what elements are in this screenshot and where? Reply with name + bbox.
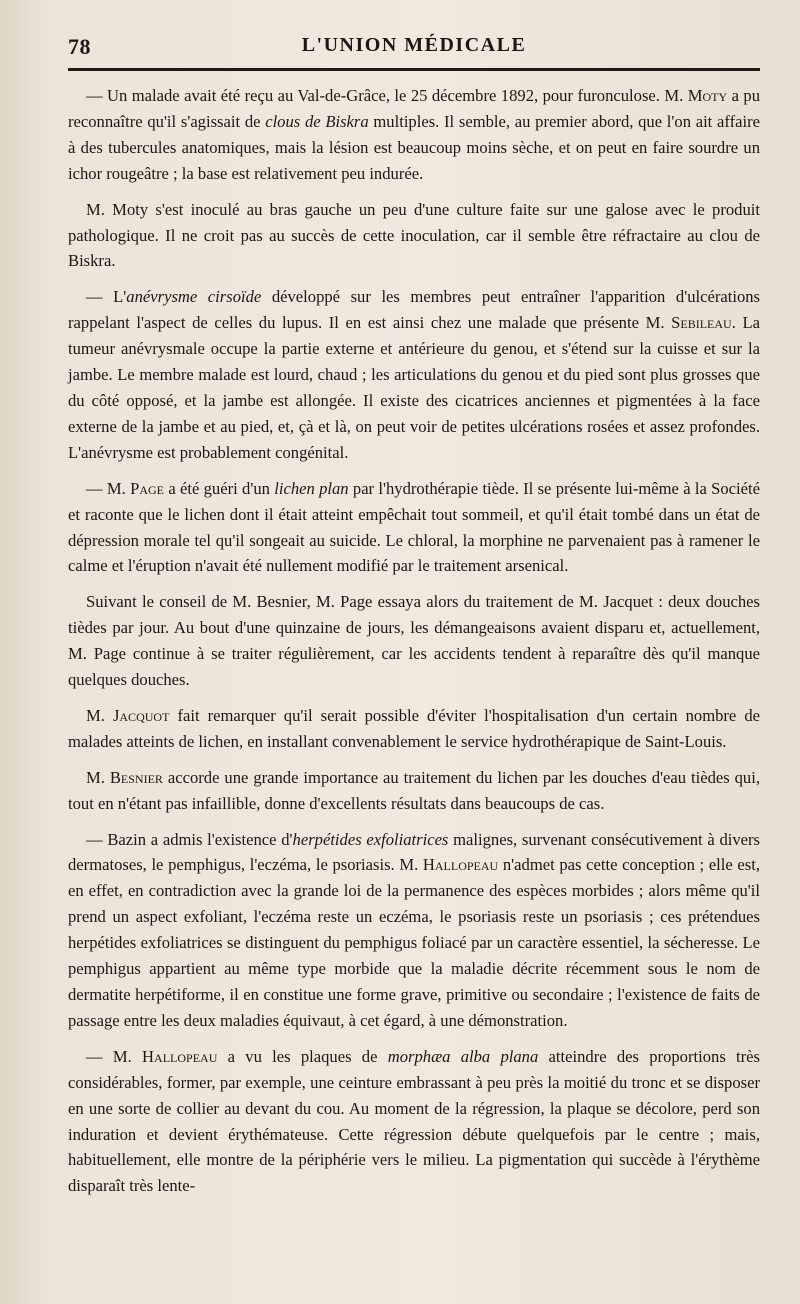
italic-term: lichen plan	[274, 478, 349, 498]
author-name: Hallopeau	[422, 855, 499, 875]
text-run: M.	[86, 705, 113, 725]
page-number: 78	[68, 34, 91, 59]
text-run: Suivant le conseil de M. Besnier, M. Page essaya alors du traitement de M. Jacquet : deux douches tièdes par jour. Au bout d'une quinzaine de jours, les démangeaisons avaient disparu et, actuellement, M. Page continue à se traiter régulièrement, car les accidents tendent à reparaître dès qu'il manque quelques douches.	[68, 592, 760, 690]
text-run: — Un malade avait été reçu au Val-de-Grâce, le 25 décembre 1892, pour furonculose. M.	[86, 86, 688, 105]
author-name: Jacquot	[112, 705, 170, 725]
text-run: a été guéri d'un	[164, 478, 275, 498]
paragraph	[68, 589, 760, 693]
text-run: — M.	[86, 1046, 143, 1066]
italic-term: herpétides exfoliatrices	[292, 829, 449, 849]
running-head: L'UNION MÉDICALE	[301, 34, 527, 56]
paragraph	[68, 703, 760, 755]
text-run: atteindre des proportions très considérables, former, par exemple, une ceinture embrassant à peu près la moitié du tronc et se disposer en une sorte de collier au devant du cou. Au moment de la régression, la plaque se décolore, perd son induration et devient érythémateuse. Cette régression débute quelquefois par le centre ; mais, habituellement, elle montre de la périphérie vers le milieu. La pigmentation qui succède à l'érythème disparaît très lente-	[68, 1046, 761, 1196]
italic-term: morphæa alba plana	[387, 1046, 539, 1066]
text-run: — L'	[86, 287, 127, 307]
paragraph	[68, 197, 760, 275]
paragraph	[68, 1044, 760, 1199]
text-run: — Bazin a admis l'existence d'	[86, 829, 293, 849]
text-run: — M.	[86, 478, 131, 498]
text-run: malignes, survenant consécutivement à divers dermatoses, le pemphigus, l'eczéma, le psoriasis. M.	[68, 829, 760, 875]
paragraph	[68, 284, 760, 465]
page-header	[68, 22, 760, 66]
author-name: Moty	[687, 86, 728, 105]
author-name: Page	[130, 478, 165, 498]
author-name: Hallopeau	[142, 1046, 218, 1066]
paragraph	[68, 476, 760, 580]
text-run: M.	[86, 767, 110, 787]
header-rule	[68, 68, 760, 71]
text-run: M. Moty s'est inoculé au bras gauche un peu d'une culture faite sur une galose avec le produit pathologique. Il ne croit pas au succès de cette inoculation, car il semble être réfractaire au clou de Biskra.	[68, 199, 760, 271]
author-name: Sebileau	[671, 313, 732, 333]
italic-term: clous de Biskra	[265, 111, 369, 131]
paragraph	[68, 765, 760, 817]
text-run: . La tumeur anévrysmale occupe la partie externe et antérieure du genou, et s'étend sur la cuisse et sur la jambe. Le membre malade est lourd, chaud ; les articulations du genou et du pied sont plus grosses que du côté opposé, et la jambe est allongée. Il existe des cicatrices anciennes et pigmentées à la face externe de la jambe et au pied, et, çà et là, on peut voir de petites ulcérations rosées et assez profondes. L'anévrysme est probablement congénital.	[68, 313, 760, 462]
text-run: n'admet pas cette conception ; elle est, en effet, en contradiction avec la grande loi de la permanence des espèces morbides ; alors même qu'il prend un aspect exfoliant, l'eczéma reste un eczéma, le psoriasis reste un psoriasis ; ces prétendues herpétides exfoliatrices se distinguent du pemphigus foliacé par un caractère essentiel, la sécheresse. Le pemphigus appartient au même type morbide que la maladie décrite récemment sous le nom de dermatite herpétiforme, il en constitue une forme grave, primitive ou secondaire ; l'existence de faits de passage entre les deux maladies équivaut, à cet égard, à une démonstration.	[68, 855, 760, 1030]
text-run: par l'hydrothérapie tiède. Il se présente lui-même à la Société et raconte que le lichen dont il était atteint empêchait tout sommeil, et qu'il était tombé dans un état de dépression morale tel qu'il songeait au suicide. Le chloral, la morphine ne parvenaient pas à ramener le calme et l'éruption n'avait été nullement modifié par le traitement arsenical.	[68, 478, 760, 576]
text-run: accorde une grande importance au traitement du lichen par les douches d'eau tièdes qui, tout en n'étant pas infaillible, donne d'excellents résultats dans beaucoups de cas.	[68, 767, 760, 813]
text-run: multiples. Il semble, au premier abord, que l'on ait affaire à des tubercules anatomiques, mais la lésion est beaucoup moins sèche, et on peut en faire sourdre un ichor rougeâtre ; la base est relativement peu indurée.	[68, 111, 760, 183]
text-run: fait remarquer qu'il serait possible d'éviter l'hospitalisation d'un certain nombre de malades atteints de lichen, en installant convenablement le service hydrothérapique de Saint-Louis.	[68, 705, 760, 751]
text-run: a vu les plaques de	[217, 1046, 388, 1066]
text-run: a pu reconnaître qu'il s'agissait de	[68, 86, 760, 131]
text-run: développé sur les membres peut entraîner l'apparition d'ulcérations rappelant l'aspect de celles du lupus. Il en est ainsi chez une malade que présente M.	[68, 287, 761, 333]
author-name: Besnier	[109, 767, 163, 787]
paragraph	[68, 83, 760, 187]
paragraph	[68, 827, 760, 1034]
body-text	[68, 83, 760, 1199]
italic-term: anévrysme cirsoïde	[126, 287, 262, 307]
